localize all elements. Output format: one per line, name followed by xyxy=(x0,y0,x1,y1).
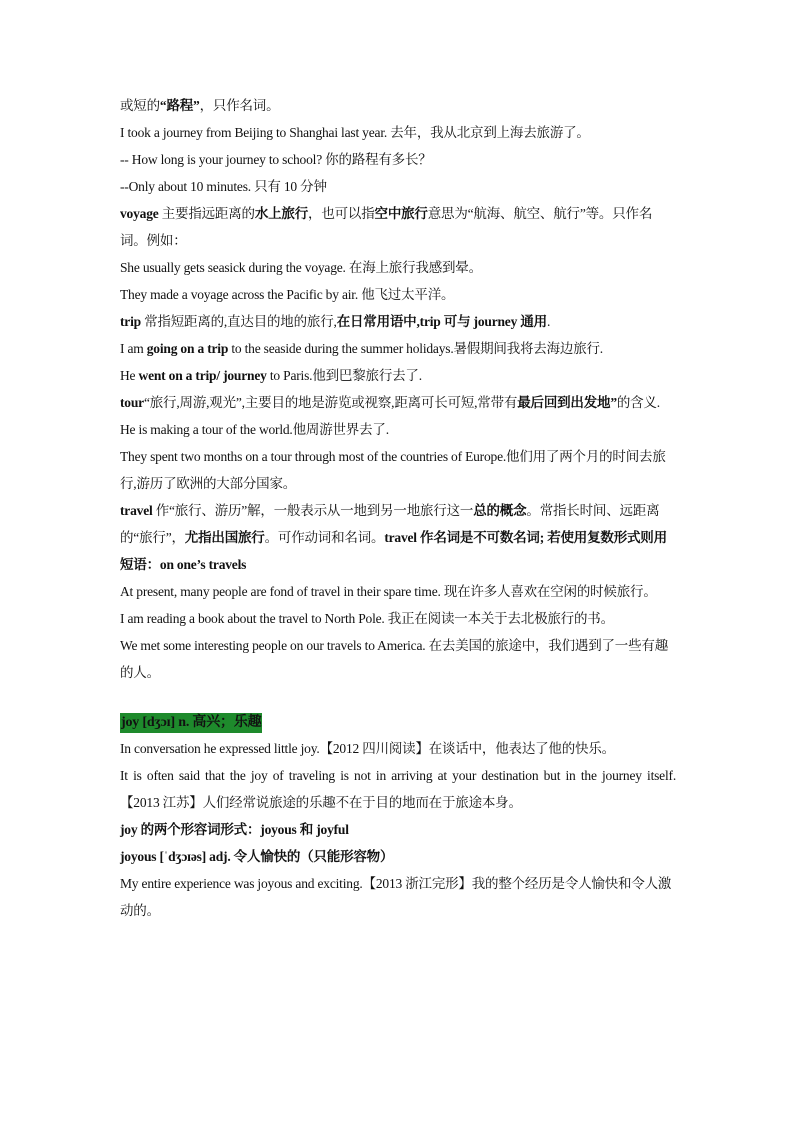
definition-travel xyxy=(120,497,676,578)
example-sentence: They made a voyage across the Pacific by air. 他飞过太平洋。 xyxy=(120,287,455,302)
example-sentence: I am reading a book about the travel to North Pole. 我正在阅读一本关于去北极旅行的书。 xyxy=(120,611,614,626)
text-segment: “旅行,周游,观光”,主要目的地是游览或视察,距离可长可短,常带有 xyxy=(143,395,518,410)
bold-term: 尤指出国旅行 xyxy=(184,530,265,545)
example-sentence: --Only about 10 minutes. 只有 10 分钟 xyxy=(120,179,327,194)
text-segment: 。常指长时间、远距离的“旅行”， xyxy=(120,503,660,545)
bold-term: tour xyxy=(120,395,144,410)
text-segment: ，只作名词。 xyxy=(199,98,280,113)
text-segment: 作“旅行、游历”解，一般表示从一地到另一地旅行这一 xyxy=(152,503,474,518)
example-sentence: In conversation he expressed little joy.【2012 四川阅读】在谈话中，他表达了他的快乐。 xyxy=(120,741,615,756)
text-segment: ，也可以指 xyxy=(308,206,375,221)
bold-term: going on a trip xyxy=(146,341,229,356)
example-sentence: She usually gets seasick during the voyage. 在海上旅行我感到晕。 xyxy=(120,260,482,275)
bold-term: 最后回到出发地” xyxy=(517,395,617,410)
example-sentence: At present, many people are fond of travel in their spare time. 现在许多人喜欢在空闲的时候旅行。 xyxy=(120,584,657,599)
bold-term: 在日常用语中,trip 可与 journey 通用 xyxy=(336,314,547,329)
definition-tour xyxy=(120,389,676,416)
example-sentence: I took a journey from Beijing to Shanghai last year. 去年，我从北京到上海去旅游了。 xyxy=(120,125,590,140)
spacer xyxy=(120,686,676,708)
text-line xyxy=(120,92,676,119)
document-body xyxy=(120,92,676,924)
bold-term: 水上旅行 xyxy=(254,206,309,221)
definition-voyage xyxy=(120,200,676,254)
example-sentence: He is making a tour of the world.他周游世界去了. xyxy=(120,422,389,437)
text-segment: to the seaside during the summer holidays.暑假期间我将去海边旅行. xyxy=(228,341,603,356)
example-sentence: It is often said that the joy of traveling is not in arriving at your destination but in the journey itself. 【2013 江苏】人们经常说旅途的乐趣不在于目的地而在于旅途本身。 xyxy=(120,768,676,810)
heading-row xyxy=(120,708,676,735)
text-segment: I am xyxy=(120,341,147,356)
text-segment: 。可作动词和名词。 xyxy=(264,530,385,545)
bold-term: voyage xyxy=(120,206,159,221)
text-segment: 或短的 xyxy=(120,98,160,113)
example-sentence: My entire experience was joyous and exciting.【2013 浙江完形】我的整个经历是令人愉快和令人激动的。 xyxy=(120,876,672,918)
example-sentence: We met some interesting people on our travels to America. 在去美国的旅途中，我们遇到了一些有趣的人。 xyxy=(120,638,668,680)
text-segment: 意思为“航海、航空、航行”等。只作名词。例如： xyxy=(120,206,653,248)
text-segment: 常指短距离的,直达目的地的旅行, xyxy=(140,314,337,329)
definition-trip xyxy=(120,308,676,335)
bold-term: trip xyxy=(120,314,141,329)
text-segment: 的含义. xyxy=(616,395,660,410)
example-sentence xyxy=(120,335,676,362)
bold-term: went on a trip/ journey xyxy=(138,368,267,383)
bold-term: 总的概念 xyxy=(473,503,527,518)
note-line: joyous [ˈdʒɔɪəs] adj. 令人愉快的（只能形容物） xyxy=(120,849,394,864)
text-segment: . xyxy=(546,314,551,329)
note-line: joy 的两个形容词形式：joyous 和 joyful xyxy=(120,822,349,837)
bold-term: 空中旅行 xyxy=(374,206,428,221)
text-segment: He xyxy=(120,368,139,383)
example-sentence xyxy=(120,362,676,389)
example-sentence: -- How long is your journey to school? 你的路程有多长？ xyxy=(120,152,432,167)
bold-term: travel xyxy=(120,503,153,518)
bold-term: “路程” xyxy=(159,98,200,113)
text-segment: to Paris.他到巴黎旅行去了. xyxy=(266,368,422,383)
bold-term: travel 作名词是不可数名词; 若使用复数形式则用短语：on one’s travels xyxy=(120,530,667,572)
text-segment: 主要指远距离的 xyxy=(158,206,255,221)
example-sentence: They spent two months on a tour through most of the countries of Europe.他们用了两个月的时间去旅行,游历了欧洲的大部分国家。 xyxy=(120,449,666,491)
section-heading-joy: joy [dʒɔɪ] n. 高兴；乐趣 xyxy=(120,713,262,733)
